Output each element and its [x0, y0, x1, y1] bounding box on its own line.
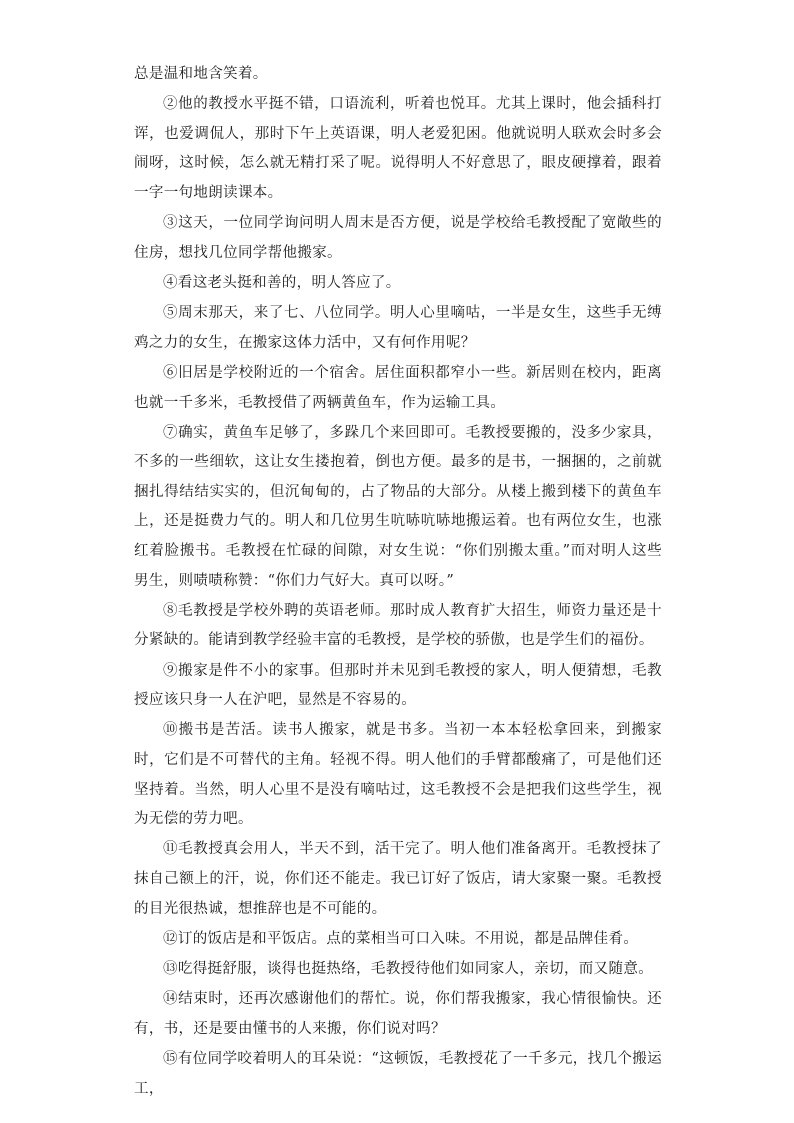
paragraph-12: ⑫订的饭店是和平饭店。点的菜相当可口入味。不用说，都是品牌佳肴。	[163, 930, 639, 947]
paragraph-13: ⑬吃得挺舒服，谈得也挺热络，毛教授待他们如同家人，亲切，而又随意。	[163, 960, 654, 977]
paragraph-6: ⑥旧居是学校附近的一个宿舍。居住面积都窄小一些。新居则在校内，距离也就一千多米，毛教授借了两辆黄鱼车，作为运输工具。	[134, 364, 662, 411]
paragraph-10: ⑩搬书是苦活。读书人搬家，就是书多。当初一本本轻松拿回来，到搬家时，它们是不可替代的主角。轻视不得。明人他们的手臂都酸痛了，可是他们还坚持着。当然，明人心里不是没有嘀咕过，这毛教授不会是把我们这些学生，视为无偿的劳力吧。	[134, 722, 662, 828]
document-body	[134, 60, 662, 1105]
paragraph-14: ⑭结束时，还再次感谢他们的帮忙。说，你们帮我搬家，我心情很愉快。还有，书，还是要由懂书的人来搬，你们说对吗？	[134, 991, 662, 1037]
paragraph-9: ⑨搬家是件不小的家事。但那时并未见到毛教授的家人，明人便猜想，毛教授应该只身一人在沪吧，显然是不容易的。	[134, 662, 662, 709]
paragraph-11: ⑪毛教授真会用人，半天不到，活干完了。明人他们准备离开。毛教授抹了抹自己额上的汗，说，你们还不能走。我已订好了饭店，请大家聚一聚。毛教授的目光很热诚，想推辞也是不可能的。	[134, 841, 662, 917]
paragraph-8: ⑧毛教授是学校外聘的英语老师。那时成人教育扩大招生，师资力量还是十分紧缺的。能请到教学经验丰富的毛教授，是学校的骄傲，也是学生们的福份。	[134, 602, 662, 649]
paragraph-15: ⑮有位同学咬着明人的耳朵说：“这顿饭，毛教授花了一千多元，找几个搬运工，	[134, 1050, 662, 1097]
paragraph-5: ⑤周末那天，来了七、八位同学。明人心里嘀咕，一半是女生，这些手无缚鸡之力的女生，在搬家这体力活中，又有何作用呢？	[134, 305, 662, 351]
paragraph-4: ④看这老头挺和善的，明人答应了。	[163, 274, 401, 291]
paragraph-0: 总是温和地含笑着。	[134, 66, 268, 82]
paragraph-7: ⑦确实，黄鱼车足够了，多跺几个来回即可。毛教授要搬的，没多少家具，不多的一些细软，这让女生搂抱着，倒也方便。最多的是书，一捆捆的，之前就捆扎得结结实实的，但沉甸甸的，占了物品的大部分。从楼上搬到楼下的黄鱼车上，还是挺费力气的。明人和几位男生吭哧吭哧地搬运着。也有两位女生，也涨红着脸搬书。毛教授在忙碌的间隙，对女生说：“你们别搬太重。”而对明人这些男生，则啧啧称赞：“你们力气好大。真可以呀。”	[134, 424, 662, 589]
paragraph-3: ③这天，一位同学询问明人周末是否方便，说是学校给毛教授配了宽敞些的住房，想找几位同学帮他搬家。	[134, 215, 662, 261]
paragraph-2: ②他的教授水平挺不错，口语流利，听着也悦耳。尤其上课时，他会插科打诨，也爱调侃人，那时下午上英语课，明人老爱犯困。他就说明人联欢会时多会闹呀，这时候，怎么就无精打采了呢。说得明人不好意思了，眼皮硬撑着，跟着一字一句地朗读课本。	[134, 96, 662, 201]
